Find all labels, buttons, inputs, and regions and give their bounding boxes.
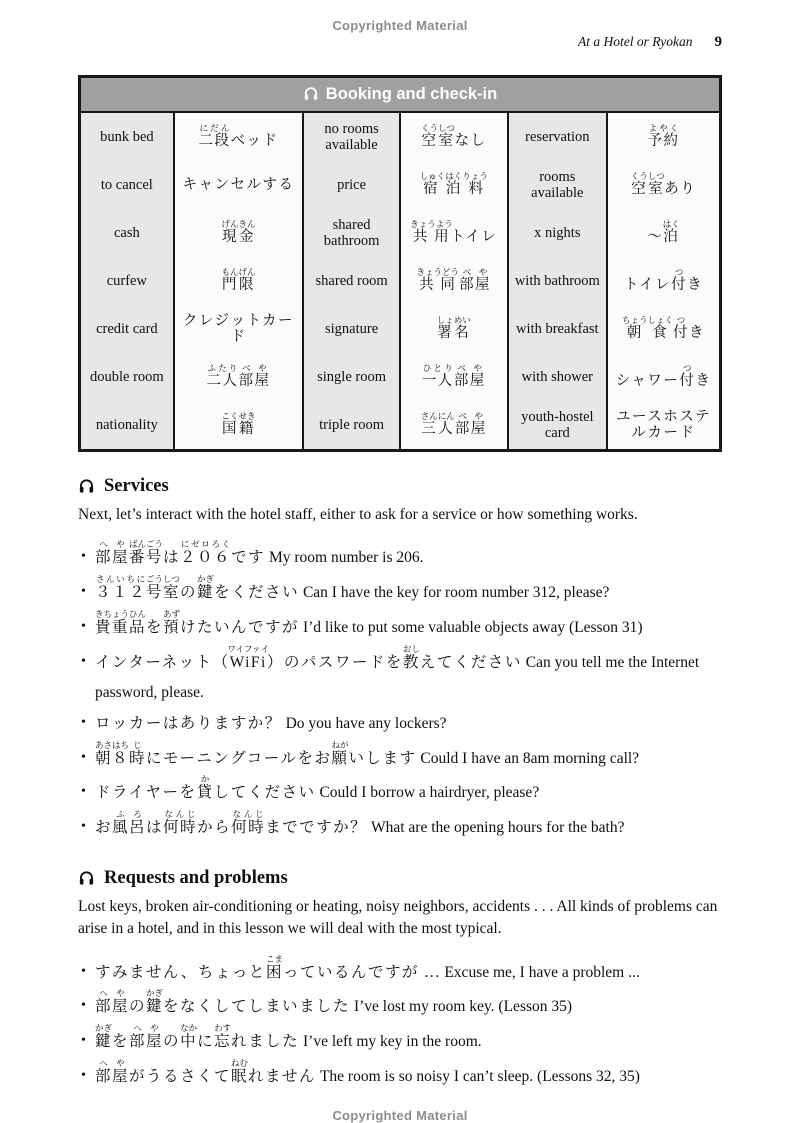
headphones-icon: [78, 870, 95, 887]
japanese-phrase: すみません、ちょっと困こまっているんですが ...: [95, 953, 441, 981]
section-heading: [78, 476, 722, 497]
phrase-item: [78, 574, 722, 609]
japanese-phrase: ロッカーはありますか？: [95, 714, 282, 732]
phrase-item: [78, 740, 722, 775]
japanese-phrase: キャンセルする: [182, 176, 295, 193]
vocab-english-cell: rooms available: [508, 161, 607, 209]
japanese-phrase: • 部屋へやがうるさくて眠ねむれません: [95, 1057, 317, 1085]
english-translation: Excuse me, I have a problem ...: [444, 963, 640, 981]
japanese-phrase: 予約よやく: [647, 122, 680, 149]
vocab-english-cell: single room: [303, 353, 400, 401]
vocab-table-title: Booking and check-in: [325, 85, 498, 103]
copyright-watermark-bottom: Copyrighted Material: [332, 1108, 468, 1123]
japanese-phrase: 宿泊料しゅくはくりょう: [419, 170, 488, 197]
vocab-row: [80, 161, 721, 209]
vocab-row: [80, 305, 721, 353]
vocab-english-cell: to cancel: [80, 161, 174, 209]
chapter-title: At a Hotel or Ryokan: [578, 34, 693, 49]
english-translation: What are the opening hours for the bath?: [370, 818, 625, 836]
phrase-item: [78, 988, 722, 1023]
vocab-row: [80, 353, 721, 401]
phrase-item: [78, 539, 722, 574]
section-intro: Next, let’s interact with the hotel staff, either to ask for a service or how something works.: [78, 506, 638, 523]
japanese-phrase: 共同きょうどう部屋べや: [416, 266, 492, 293]
vocab-english-cell: credit card: [80, 305, 174, 353]
vocab-japanese-cell: [607, 112, 721, 161]
english-translation: My room number is 206.: [268, 549, 424, 567]
phrase-list: [78, 954, 722, 1093]
japanese-phrase: 二人ふたり部屋べや: [206, 362, 271, 389]
japanese-phrase: • 貴重品きちょうひんを預あずけたいんですが: [95, 608, 300, 636]
vocab-english-cell: x nights: [508, 209, 607, 257]
english-translation: Can you tell me the Internet password, please.: [95, 653, 700, 702]
vocab-table: [78, 75, 722, 452]
japanese-phrase: シャワー付つき: [615, 362, 712, 389]
english-translation: Can I have the key for room number 312, please?: [302, 584, 610, 602]
section-heading: [78, 868, 722, 889]
japanese-phrase: ユースホステルカード: [616, 408, 711, 441]
vocab-table-header-row: [80, 77, 721, 113]
japanese-phrase: トイレ付つき: [623, 266, 704, 293]
vocab-japanese-cell: [400, 353, 508, 401]
vocab-english-cell: triple room: [303, 401, 400, 451]
english-translation: I’d like to put some valuable objects away (Lesson 31): [302, 618, 643, 636]
english-translation: The room is so noisy I can’t sleep. (Lessons 32, 35): [319, 1067, 640, 1085]
phrase-item: [78, 1058, 722, 1093]
vocab-japanese-cell: [174, 112, 303, 161]
phrase-item: [78, 609, 722, 644]
vocab-japanese-cell: [400, 161, 508, 209]
japanese-phrase: お風呂ふろは何時なんじから何時なんじまでですか？: [95, 808, 368, 836]
vocab-english-cell: double room: [80, 353, 174, 401]
vocab-japanese-cell: [174, 401, 303, 451]
english-translation: Could I have an 8am morning call?: [420, 749, 640, 767]
phrase-list: [78, 539, 722, 843]
vocab-japanese-cell: [400, 401, 508, 451]
japanese-phrase: 空室くうしつなし: [421, 122, 487, 149]
japanese-phrase: • 部屋へやの鍵かぎをなくしてしまいました: [95, 988, 351, 1016]
vocab-japanese-cell: [400, 305, 508, 353]
vocab-japanese-cell: [607, 353, 721, 401]
vocab-english-cell: youth-hostel card: [508, 401, 607, 451]
vocab-row: [80, 112, 721, 161]
phrase-item: [78, 644, 722, 709]
section-title: Requests and problems: [104, 867, 288, 888]
vocab-english-cell: reservation: [508, 112, 607, 161]
vocab-row: [80, 257, 721, 305]
vocab-japanese-cell: [174, 257, 303, 305]
japanese-phrase: 三人さんにん部屋べや: [420, 410, 487, 437]
english-translation: Could I borrow a hairdryer, please?: [319, 784, 540, 802]
vocab-english-cell: signature: [303, 305, 400, 353]
vocab-english-cell: shared bathroom: [303, 209, 400, 257]
japanese-phrase: 二段にだんベッド: [198, 122, 279, 149]
japanese-phrase: 共用きょうようトイレ: [410, 218, 498, 245]
vocab-japanese-cell: [607, 401, 721, 451]
japanese-phrase: 門限もんげん: [221, 266, 256, 293]
japanese-phrase: 空室くうしつあり: [630, 170, 697, 197]
lesson-section: [78, 868, 722, 1093]
english-translation: I’ve left my key in the room.: [303, 1032, 482, 1050]
vocab-japanese-cell: [174, 209, 303, 257]
japanese-phrase: • 部屋へや番号ばんごうは２０６にゼロろくです: [95, 539, 266, 567]
copyright-watermark-top: Copyrighted Material: [332, 18, 468, 33]
vocab-japanese-cell: [400, 209, 508, 257]
japanese-phrase: 朝食ちょうしょく付つき: [621, 314, 705, 341]
section-title: Services: [104, 476, 169, 496]
vocab-english-cell: no rooms available: [303, 112, 400, 161]
english-translation: Do you have any lockers?: [285, 714, 447, 732]
japanese-phrase: • 鍵かぎを部屋へやの中なかに忘わすれました: [95, 1022, 300, 1050]
japanese-phrase: インターネット（WiFiワイファイ）のパスワードを教おしえてください: [95, 643, 522, 671]
japanese-phrase: クレジットカード: [182, 312, 295, 345]
vocab-english-cell: shared room: [303, 257, 400, 305]
japanese-phrase: 現金げんきん: [221, 218, 256, 245]
vocab-japanese-cell: [607, 161, 721, 209]
section-intro: Lost keys, broken air-conditioning or heating, noisy neighbors, accidents . . . All kinds of problems can arise in a hotel, and in this lesson we will deal with the most typical.: [78, 897, 718, 938]
vocab-japanese-cell: [607, 209, 721, 257]
phrase-item: [78, 709, 722, 740]
japanese-phrase: • ３１２さんいちに号室ごうしつの鍵かぎをください: [95, 574, 300, 602]
vocab-english-cell: with bathroom: [508, 257, 607, 305]
vocab-japanese-cell: [607, 305, 721, 353]
vocab-table-header: [80, 77, 721, 113]
vocab-japanese-cell: [400, 112, 508, 161]
phrase-item: [78, 809, 722, 844]
english-translation: I’ve lost my room key. (Lesson 35): [353, 998, 573, 1016]
phrase-item: [78, 774, 722, 809]
vocab-row: [80, 209, 721, 257]
japanese-phrase: 署名しょめい: [436, 314, 471, 341]
lesson-sections: [78, 476, 722, 1092]
vocab-english-cell: bunk bed: [80, 112, 174, 161]
vocab-english-cell: curfew: [80, 257, 174, 305]
phrase-item: [78, 1023, 722, 1058]
vocab-english-cell: with shower: [508, 353, 607, 401]
phrase-item: [78, 954, 722, 989]
vocab-japanese-cell: [174, 353, 303, 401]
vocab-japanese-cell: [174, 161, 303, 209]
page-number: 9: [714, 34, 722, 50]
vocab-english-cell: nationality: [80, 401, 174, 451]
vocab-japanese-cell: [607, 257, 721, 305]
vocab-english-cell: with breakfast: [508, 305, 607, 353]
lesson-section: [78, 476, 722, 844]
vocab-row: [80, 401, 721, 451]
headphones-icon: [78, 478, 95, 495]
japanese-phrase: 国籍こくせき: [221, 410, 256, 437]
vocab-japanese-cell: [174, 305, 303, 353]
vocab-english-cell: price: [303, 161, 400, 209]
vocab-japanese-cell: [400, 257, 508, 305]
japanese-phrase: 一人ひとり部屋べや: [421, 362, 486, 389]
headphones-icon: [303, 86, 319, 102]
running-header: [78, 34, 722, 51]
vocab-english-cell: cash: [80, 209, 174, 257]
japanese-phrase: ドライヤーを貸かしてください: [95, 774, 316, 802]
japanese-phrase: • 朝あさ８はち時じにモーニングコールをお願ねがいします: [95, 739, 417, 767]
japanese-phrase: ～泊はく: [647, 218, 680, 245]
